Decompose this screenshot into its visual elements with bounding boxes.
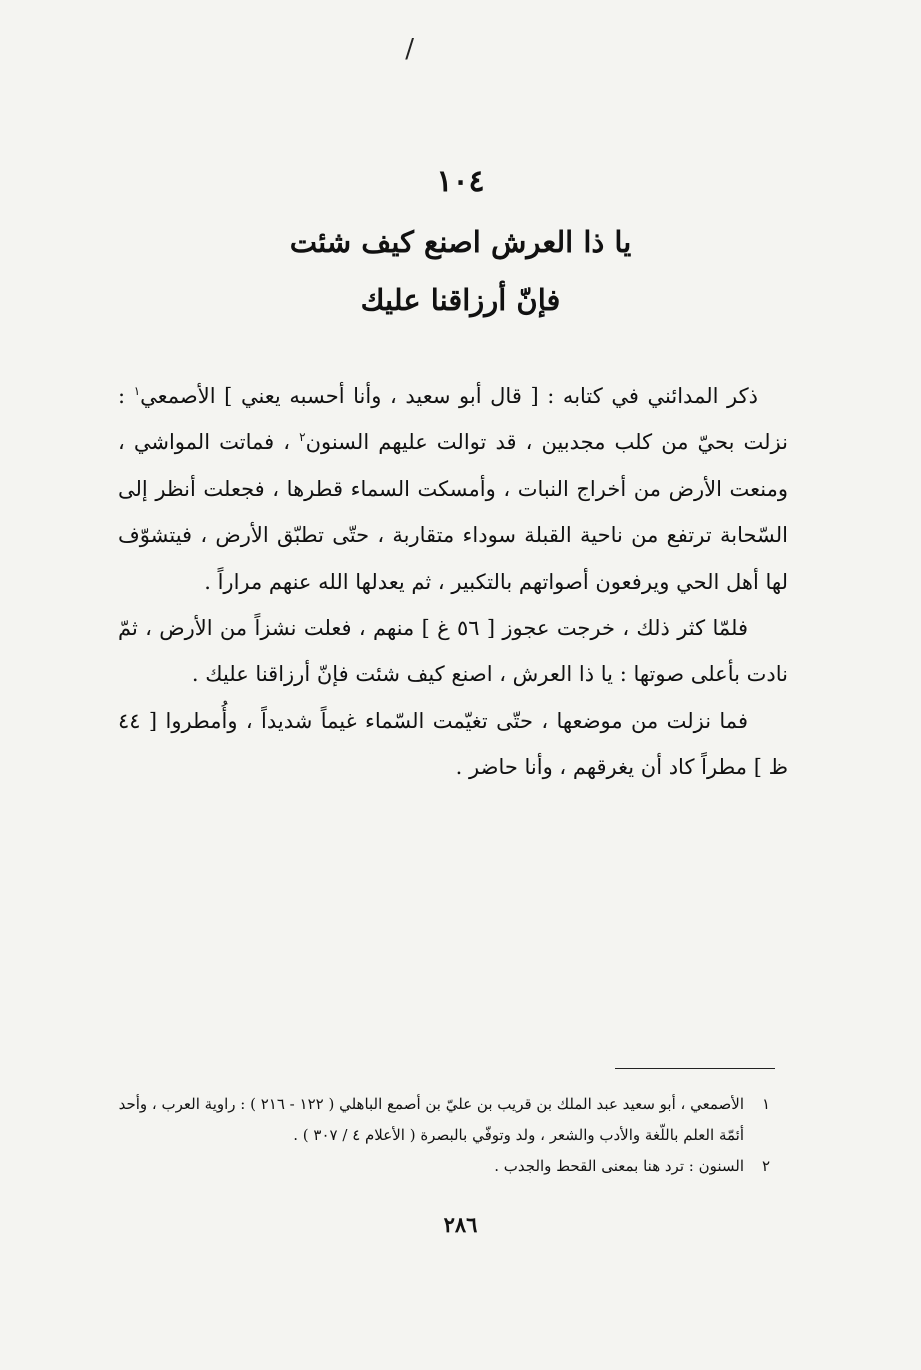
footnote-text: السنون : ترد هنا بمعنى القحط والجدب .: [494, 1157, 744, 1175]
chapter-title-line-1: يا ذا العرش اصنع كيف شئت: [289, 225, 632, 259]
footnote-ref-2: ٢: [299, 430, 306, 445]
footnote-text: الأصمعي ، أبو سعيد عبد الملك بن قريب بن عليّ بن أصمع الباهلي ( ١٢٢ - ٢١٦ ) : راوية العرب ، وأحد أئمّة العلم باللّغة والأدب والشعر ، ولد وتوفّي بالبصرة ( الأعلام ٤ / ٣٠٧ ) .: [118, 1095, 744, 1144]
footnotes: [110, 1089, 770, 1182]
paragraph-3: فما نزلت من موضعها ، حتّى تغيّمت السّماء غيماً شديداً ، وأُمطروا [ ٤٤ ظ ] مطراً كاد أن يغرقهم ، وأنا حاضر .: [118, 708, 788, 780]
footnote-ref-1: ١: [133, 384, 141, 398]
chapter-title-line-2: فإنّ أرزاقنا عليك: [360, 283, 561, 317]
paragraph-1-part-b: : نزلت بحيّ من كلب مجدبين ، قد توالت عليهم السنون: [118, 384, 788, 455]
page-number: ٢٨٦: [443, 1212, 478, 1237]
footnote-2: [110, 1151, 770, 1182]
paragraph-1-part-c: ، فماتت المواشي ، ومنعت الأرض من أخراج النبات ، وأمسكت السماء قطرها ، فجعلت أنظر إلى السّحابة ترتفع من ناحية القبلة سوداء متقاربة ، حتّى تطبّق الأرض ، فيتشوّف لها أهل الحي ويرفعون أصواتهم بالتكبير ، ثم يعدلها الله عنهم مراراً .: [118, 430, 788, 594]
footnote-number: ١: [761, 1095, 770, 1113]
body-text: [118, 373, 788, 791]
paragraph-1-part-a: ذكر المدائني في كتابه : [ قال أبو سعيد ، وأنا أحسبه يعني ] الأصمعي: [140, 384, 758, 408]
footnote-divider: [615, 1068, 775, 1069]
paragraph-1: [118, 373, 788, 605]
footnote-1: [110, 1089, 770, 1151]
stray-pen-mark: /: [405, 34, 414, 64]
chapter-number: ١٠٤: [436, 164, 485, 199]
paragraph-2: فلمّا كثر ذلك ، خرجت عجوز [ ٥٦ غ ] منهم ، فعلت نشزاً من الأرض ، ثمّ نادت بأعلى صوتها : يا ذا العرش ، اصنع كيف شئت فإنّ أرزاقنا عليك .: [118, 616, 788, 687]
footnote-number: ٢: [761, 1157, 770, 1175]
